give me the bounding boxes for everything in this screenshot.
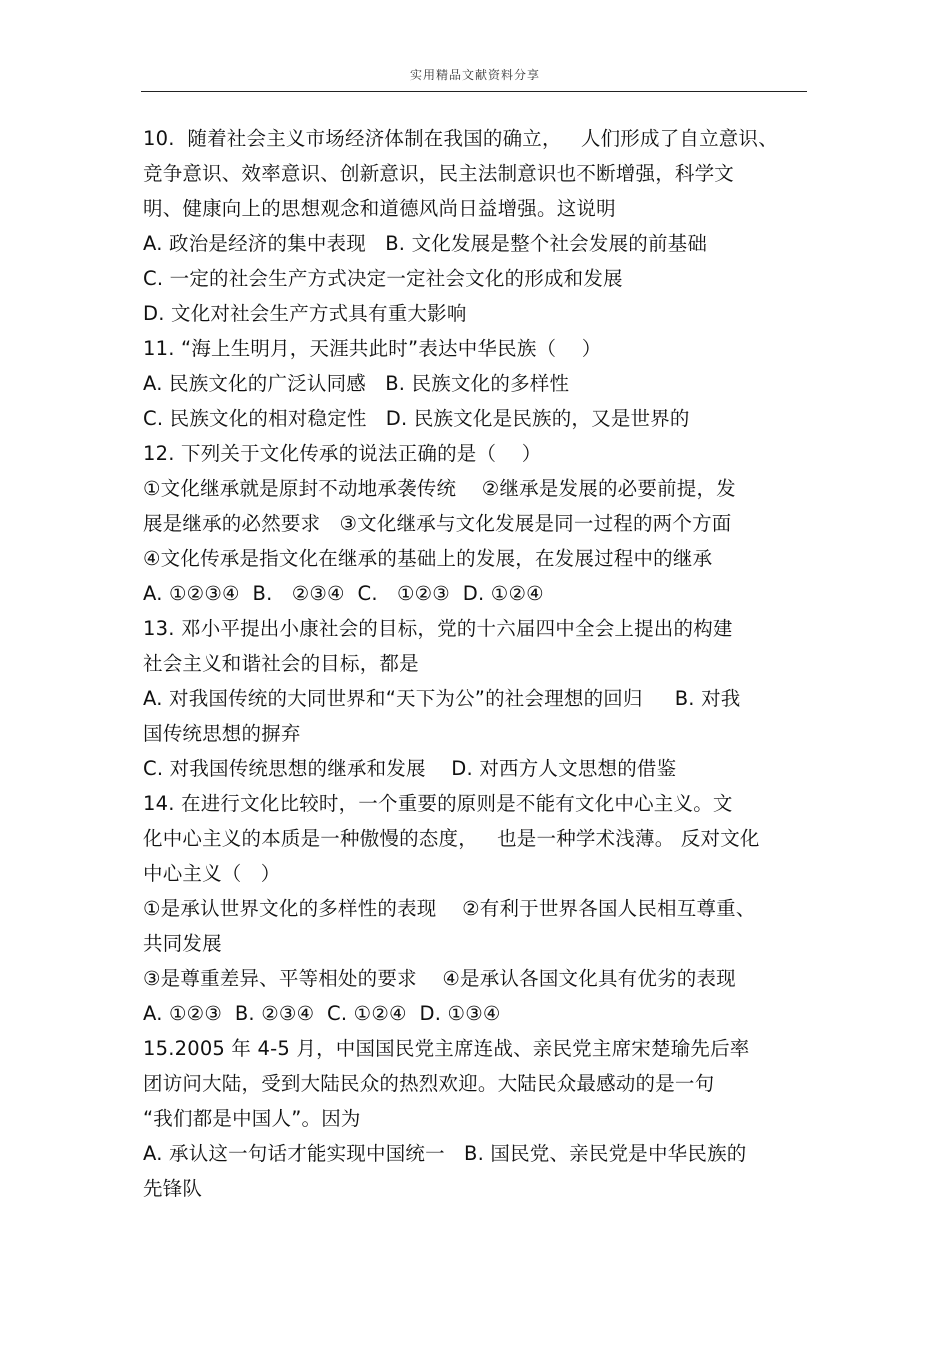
page-header: 实用精品文献资料分享: [409, 68, 540, 82]
q10-option-d: D. 文化对社会生产方式具有重大影响: [143, 302, 467, 325]
q15-line-2: 团访问大陆，受到大陆民众的热烈欢迎。大陆民众最感动的是一句: [143, 1072, 715, 1095]
q11-option-ab: A. 民族文化的广泛认同感 B. 民族文化的多样性: [143, 372, 570, 395]
q13-option-ab-1: A. 对我国传统的大同世界和“天下为公”的社会理想的回归 B. 对我: [143, 687, 741, 710]
q13-line-2: 社会主义和谐社会的目标，都是: [143, 652, 419, 675]
q14-statements-1: ①是承认世界文化的多样性的表现 ②有利于世界各国人民相互尊重、: [143, 897, 756, 920]
q11-stem: 11. “海上生明月，天涯共此时”表达中华民族（ ）: [143, 337, 602, 360]
q10-option-c: C. 一定的社会生产方式决定一定社会文化的形成和发展: [143, 267, 623, 290]
q10-line-1: 10. 随着社会主义市场经济体制在我国的确立， 人们形成了自立意识、: [143, 127, 778, 150]
q15-line-3: “我们都是中国人”。因为: [143, 1107, 361, 1130]
q10-line-2: 竞争意识、效率意识、创新意识，民主法制意识也不断增强，科学文: [143, 162, 735, 185]
q10-option-ab: A. 政治是经济的集中表现 B. 文化发展是整个社会发展的前基础: [143, 232, 708, 255]
q10-line-3: 明、健康向上的思想观念和道德风尚日益增强。这说明: [143, 197, 616, 220]
q12-statements-2: 展是继承的必然要求 ③文化继承与文化发展是同一过程的两个方面: [143, 512, 732, 535]
q14-line-1: 14. 在进行文化比较时，一个重要的原则是不能有文化中心主义。文: [143, 792, 733, 815]
q13-option-ab-2: 国传统思想的摒弃: [143, 722, 301, 745]
q11-option-cd: C. 民族文化的相对稳定性 D. 民族文化是民族的，又是世界的: [143, 407, 690, 430]
q15-option-ab-1: A. 承认这一句话才能实现中国统一 B. 国民党、亲民党是中华民族的: [143, 1142, 747, 1165]
header-rule: [141, 91, 807, 92]
q12-statements-3: ④文化传承是指文化在继承的基础上的发展，在发展过程中的继承: [143, 547, 713, 570]
q14-statements-3: ③是尊重差异、平等相处的要求 ④是承认各国文化具有优劣的表现: [143, 967, 736, 990]
q12-options: A. ①②③④ B. ②③④ C. ①②③ D. ①②④: [143, 582, 544, 605]
q14-statements-2: 共同发展: [143, 932, 222, 955]
document-body: [143, 121, 823, 1206]
q15-option-ab-2: 先锋队: [143, 1177, 203, 1200]
q14-options: A. ①②③ B. ②③④ C. ①②④ D. ①③④: [143, 1002, 501, 1025]
q15-line-1: 15.2005 年 4-5 月，中国国民党主席连战、亲民党主席宋楚瑜先后率: [143, 1037, 750, 1060]
q13-line-1: 13. 邓小平提出小康社会的目标，党的十六届四中全会上提出的构建: [143, 617, 733, 640]
q14-line-3: 中心主义（ ）: [143, 862, 281, 885]
q14-line-2: 化中心主义的本质是一种傲慢的态度， 也是一种学术浅薄。 反对文化: [143, 827, 760, 850]
q12-statements-1: ①文化继承就是原封不动地承袭传统 ②继承是发展的必要前提，发: [143, 477, 736, 500]
q12-stem: 12. 下列关于文化传承的说法正确的是（ ）: [143, 442, 542, 465]
q13-option-cd: C. 对我国传统思想的继承和发展 D. 对西方人文思想的借鉴: [143, 757, 677, 780]
